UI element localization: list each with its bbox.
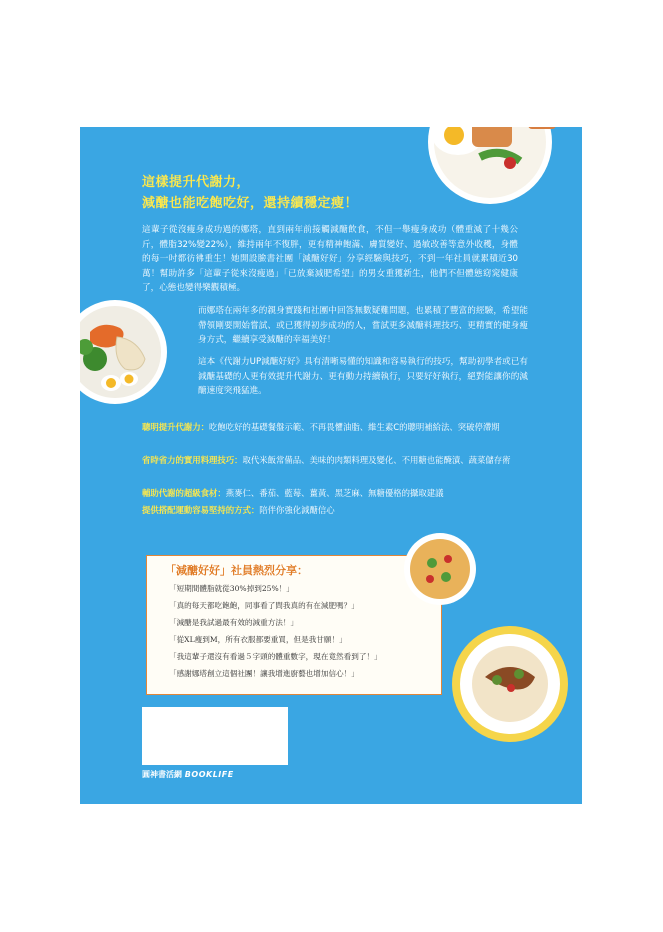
intro-paragraph: 這輩子從沒瘦身成功過的娜塔，直到兩年前接觸減醣飲食，不但一舉瘦身成功（體重減了十幾公斤，體脂32%變22%），維持兩年不復胖，更有精神飽滿、膚質變好、過敏改善等意外收穫，身體的每一吋都彷彿重生！她開設臉書社團「減醣好好」分享經驗與技巧，不到一年社員就累積近30萬！幫助許多「這輩子從來沒瘦過」「已放棄減肥希望」的男女重獲新生，他們不但體態窈窕健康了，心態也變得樂觀積極。 xyxy=(142,225,518,293)
testimonial-quote: 「我這輩子還沒有看過５字頭的體重數字，現在竟然看到了！」 xyxy=(169,652,382,661)
headline-line-1: 這樣提升代謝力， xyxy=(142,175,251,190)
feature-key: 輔助代謝的超級食材： xyxy=(142,488,226,498)
pizza-plate-image xyxy=(400,529,480,609)
feature-item xyxy=(142,504,522,518)
testimonial-quote: 「從XL瘦到M，所有衣服都要重買，但是我甘願！」 xyxy=(169,635,347,644)
publisher-brand: BOOKLIFE xyxy=(184,770,234,779)
feature-item xyxy=(142,454,522,468)
testimonial-quote: 「感謝娜塔創立這個社團！讓我增進廚藝也增加信心！」 xyxy=(169,669,359,678)
feature-key: 聰明提升代謝力： xyxy=(142,422,209,432)
noodle-plate-image xyxy=(435,622,582,747)
headline xyxy=(142,172,358,214)
experience-paragraph: 而娜塔在兩年多的親身實踐和社團中回答無數疑難問題，也累積了豐富的經驗，希望能帶領剛要開始嘗試、或已獲得初步成功的人，嘗試更多減醣料理技巧、更精實的健身瘦身方式，繼續享受減醣的幸福美好！ xyxy=(198,306,528,345)
breakfast-plate-image xyxy=(410,127,582,207)
testimonial-quote: 「真的每天都吃飽飽，同事看了問我真的有在減肥嗎？」 xyxy=(169,601,359,610)
testimonial-quote: 「短期間體脂就從30%掉到25%！」 xyxy=(169,584,294,593)
feature-item xyxy=(142,487,522,501)
feature-item xyxy=(142,421,522,435)
testimonial-quote: 「減醣是我試過最有效的減重方法！」 xyxy=(169,618,299,627)
publisher-name: 圓神書活網 xyxy=(142,770,182,779)
feature-key: 省時省力的實用料理技巧： xyxy=(142,455,243,465)
feature-value: 陪伴你強化減醣信心 xyxy=(259,505,335,515)
feature-key: 提供搭配運動容易堅持的方式： xyxy=(142,505,260,515)
feature-value: 燕麥仁、番茄、藍莓、薑黃、黑芝麻、無糖優格的攝取建議 xyxy=(225,488,444,498)
book-summary-paragraph: 這本《代謝力UP減醣好好》具有清晰易懂的知識和容易執行的技巧，幫助初學者或已有減醣基礎的人更有效提升代謝力、更有動力持續執行，只要好好執行，絕對能讓你的減醣速度突飛猛進。 xyxy=(198,357,528,396)
headline-line-2: 減醣也能吃飽吃好，還持續穩定瘦！ xyxy=(142,196,359,211)
testimonial-title: 「減醣好好」社員熱烈分享： xyxy=(165,564,308,577)
publisher-logo xyxy=(142,769,234,780)
feature-value: 取代米飯常備品、美味的肉類料理及變化、不用糖也能醃漬、蔬菜儲存術 xyxy=(242,455,511,465)
feature-value: 吃飽吃好的基礎餐盤示範、不再畏懼油脂、維生素C的聰明補給法、突破停滯期 xyxy=(209,422,500,432)
chicken-salad-plate-image xyxy=(80,297,175,407)
barcode-area xyxy=(142,707,288,765)
testimonial-box xyxy=(146,555,442,695)
back-cover xyxy=(80,127,582,804)
